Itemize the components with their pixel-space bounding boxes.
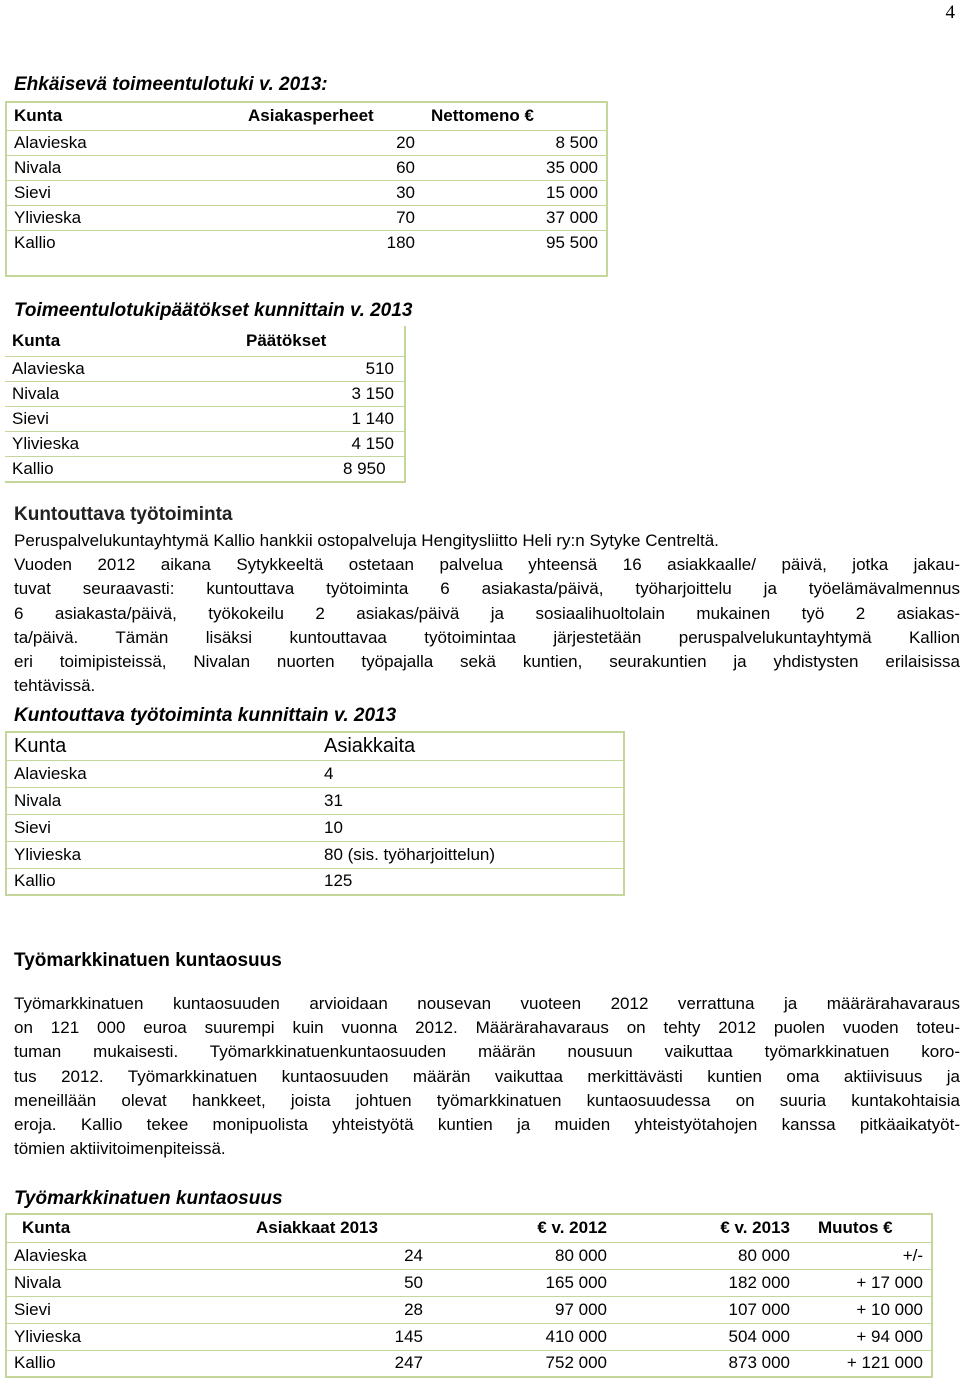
cell-kunta: Ylivieska xyxy=(6,841,324,868)
cell-kunta: Alavieska xyxy=(6,1242,248,1269)
cell-kunta: Ylivieska xyxy=(5,431,238,456)
text-line: eroja. Kallio tekee monipuolista yhteistyötä kuntien ja muiden yhteistyötahojen kanssa pitkäaikatyöt- xyxy=(14,1115,960,1135)
cell-value: 80 (sis. työharjoittelun) xyxy=(324,841,624,868)
cell-value: 1 140 xyxy=(238,406,405,431)
header-cell: Asiakasperheet xyxy=(240,102,423,130)
table-row xyxy=(5,356,405,381)
cell-value: 125 xyxy=(324,871,353,891)
cell-value: 182 000 xyxy=(615,1269,798,1296)
cell-value: + 94 000 xyxy=(798,1323,932,1350)
table-row xyxy=(6,155,607,180)
cell-value: +/- xyxy=(798,1242,932,1269)
text-line: tehtävissä. xyxy=(14,676,96,696)
tyomarkkinatuki-table xyxy=(5,1213,933,1378)
section1-title: Ehkäisevä toimeentulotuki v. 2013: xyxy=(14,74,328,95)
cell-value: 504 000 xyxy=(615,1323,798,1350)
header-cell: € v. 2012 xyxy=(431,1214,615,1242)
cell-value: + 10 000 xyxy=(798,1296,932,1323)
table-header-row xyxy=(6,1214,932,1242)
cell-value: 70 xyxy=(240,205,423,230)
header-cell: € v. 2013 xyxy=(615,1214,798,1242)
cell-value: 510 xyxy=(238,356,405,381)
text-line: on 121 000 euroa suurempi kuin vuonna 2012. Määrärahavaraus on tehty 2012 puolen vuoden toteu- xyxy=(14,1018,960,1038)
cell-value: 95 500 xyxy=(546,232,598,252)
table-row xyxy=(5,456,405,482)
cell-value: 35 000 xyxy=(423,155,607,180)
section5-title: Työmarkkinatuen kuntaosuus xyxy=(14,950,282,971)
cell-value: 3 150 xyxy=(238,381,405,406)
cell-value: 10 xyxy=(324,814,624,841)
cell-value: 410 000 xyxy=(431,1323,615,1350)
table-row xyxy=(6,841,624,868)
header-cell: Kunta xyxy=(6,102,240,130)
cell-value: 24 xyxy=(248,1242,431,1269)
text-line: tuman mukaisesti. Työmarkkinatuenkuntaosuuden määrän nousuun vaikuttaa työmarkkinatuen koro- xyxy=(14,1042,960,1062)
cell-value: 97 000 xyxy=(431,1296,615,1323)
cell-value: 15 000 xyxy=(423,180,607,205)
cell-kunta: Nivala xyxy=(6,1269,248,1296)
cell-value: 4 xyxy=(324,760,624,787)
cell-kunta: Ylivieska xyxy=(6,205,240,230)
header-cell: Päätökset xyxy=(238,326,405,356)
cell-kunta: Alavieska xyxy=(6,760,324,787)
ehkaiseva-table xyxy=(5,101,608,277)
cell-value: + 17 000 xyxy=(798,1269,932,1296)
table-row xyxy=(6,1323,932,1350)
text-line: 6 asiakasta/päivä, työkokeilu 2 asiakas/päivä ja sosiaalihuoltolain mukainen työ 2 asiakas- xyxy=(14,603,960,623)
table-row xyxy=(5,406,405,431)
spacer-cell xyxy=(6,255,607,276)
cell-kunta: Kallio xyxy=(14,1353,56,1373)
cell-value: 30 xyxy=(240,180,423,205)
cell-kunta: Alavieska xyxy=(5,356,238,381)
header-cell: Nettomeno € xyxy=(423,102,607,130)
cell-kunta: Sievi xyxy=(6,1296,248,1323)
header-cell: Kunta xyxy=(5,326,238,356)
header-cell: Kunta xyxy=(6,732,324,760)
table-row xyxy=(5,431,405,456)
cell-kunta: Kallio xyxy=(14,232,56,252)
section3-paragraph xyxy=(14,529,960,698)
table-row xyxy=(6,130,607,155)
table-row xyxy=(6,868,624,895)
table-row xyxy=(6,787,624,814)
cell-value: 60 xyxy=(240,155,423,180)
cell-value: 80 000 xyxy=(615,1242,798,1269)
cell-kunta: Nivala xyxy=(5,381,238,406)
table-header-row xyxy=(6,732,624,760)
table-row xyxy=(6,180,607,205)
table-row xyxy=(6,1350,932,1377)
header-cell: Kunta xyxy=(6,1214,248,1242)
table-row xyxy=(6,814,624,841)
kuntouttava-table xyxy=(5,731,625,896)
paatokset-table xyxy=(5,326,406,483)
table-row xyxy=(5,381,405,406)
table-header-row xyxy=(5,326,405,356)
cell-kunta: Ylivieska xyxy=(6,1323,248,1350)
cell-value: 4 150 xyxy=(238,431,405,456)
cell-value: 20 xyxy=(240,130,423,155)
text-line: eri toimipisteissä, Nivalan nuorten työpajalla sekä kuntien, seurakuntien ja yhdistysten erilaisissa xyxy=(14,652,960,672)
cell-value: 873 000 xyxy=(728,1353,790,1373)
cell-value: 107 000 xyxy=(615,1296,798,1323)
cell-kunta: Kallio xyxy=(14,871,56,891)
cell-value: 752 000 xyxy=(545,1353,607,1373)
text-line: tuvat seuraavasti: kuntouttava työtoiminta 6 asiakasta/päivä, työharjoittelu ja työelämävalmennus xyxy=(14,579,960,599)
cell-value: 50 xyxy=(248,1269,431,1296)
text-line: meneillään olevat hankkeet, joista johtuen työmarkkinatuen kuntaosuudessa on suuria kuntakohtaisia xyxy=(14,1090,960,1110)
cell-kunta: Nivala xyxy=(6,787,324,814)
header-cell: Asiakkaita xyxy=(324,732,624,760)
cell-value: 145 xyxy=(248,1323,431,1350)
cell-kunta: Nivala xyxy=(6,155,240,180)
section4-title: Kuntouttava työtoiminta kunnittain v. 2013 xyxy=(14,705,397,726)
cell-value: 247 xyxy=(394,1353,423,1373)
text-line: Peruspalvelukuntayhtymä Kallio hankkii ostopalveluja Hengitysliitto Heli ry:n Sytyke Centreltä. xyxy=(14,531,719,550)
table-row xyxy=(6,230,607,255)
section5-paragraph xyxy=(14,992,960,1161)
cell-value: 28 xyxy=(248,1296,431,1323)
cell-kunta: Kallio xyxy=(12,458,54,478)
cell-kunta: Sievi xyxy=(6,814,324,841)
section3-title: Kuntouttava työtoiminta xyxy=(14,504,233,525)
header-cell: Asiakkaat 2013 xyxy=(248,1214,431,1242)
table-header-row xyxy=(6,102,607,130)
cell-value: 8 500 xyxy=(423,130,607,155)
cell-value: 165 000 xyxy=(431,1269,615,1296)
cell-value: + 121 000 xyxy=(846,1353,923,1373)
cell-kunta: Alavieska xyxy=(6,130,240,155)
cell-kunta: Sievi xyxy=(6,180,240,205)
table-spacer xyxy=(6,255,607,276)
table-row xyxy=(6,1296,932,1323)
text-line: tömien aktiivitoimenpiteissä. xyxy=(14,1139,226,1159)
page-number: 4 xyxy=(945,2,955,23)
section6-title: Työmarkkinatuen kuntaosuus xyxy=(14,1188,283,1209)
cell-value: 37 000 xyxy=(423,205,607,230)
cell-value: 8 950 xyxy=(343,458,386,478)
text-line: Työmarkkinatuen kuntaosuuden arvioidaan nousevan vuoteen 2012 verrattuna ja määrärahavaraus xyxy=(14,994,960,1013)
text-line: Vuoden 2012 aikana Sytykkeeltä ostetaan palvelua yhteensä 16 asiakkaalle/ päivä, jotka jakau- xyxy=(14,555,960,575)
table-row xyxy=(6,1242,932,1269)
table-row xyxy=(6,1269,932,1296)
cell-value: 180 xyxy=(386,232,415,252)
text-line: tus 2012. Työmarkkinatuen kuntaosuuden määrän vaikuttaa merkittävästi kuntien oma aktiivisuus ja xyxy=(14,1066,960,1086)
section2-title: Toimeentulotukipäätökset kunnittain v. 2013 xyxy=(14,300,413,321)
cell-kunta: Sievi xyxy=(5,406,238,431)
text-line: ta/päivä. Tämän lisäksi kuntouttavaa työtoimintaa järjestetään peruspalvelukuntayhtymä Kallion xyxy=(14,627,960,647)
table-row xyxy=(6,760,624,787)
cell-value: 31 xyxy=(324,787,624,814)
cell-value: 80 000 xyxy=(431,1242,615,1269)
table-row xyxy=(6,205,607,230)
header-cell: Muutos € xyxy=(798,1214,932,1242)
